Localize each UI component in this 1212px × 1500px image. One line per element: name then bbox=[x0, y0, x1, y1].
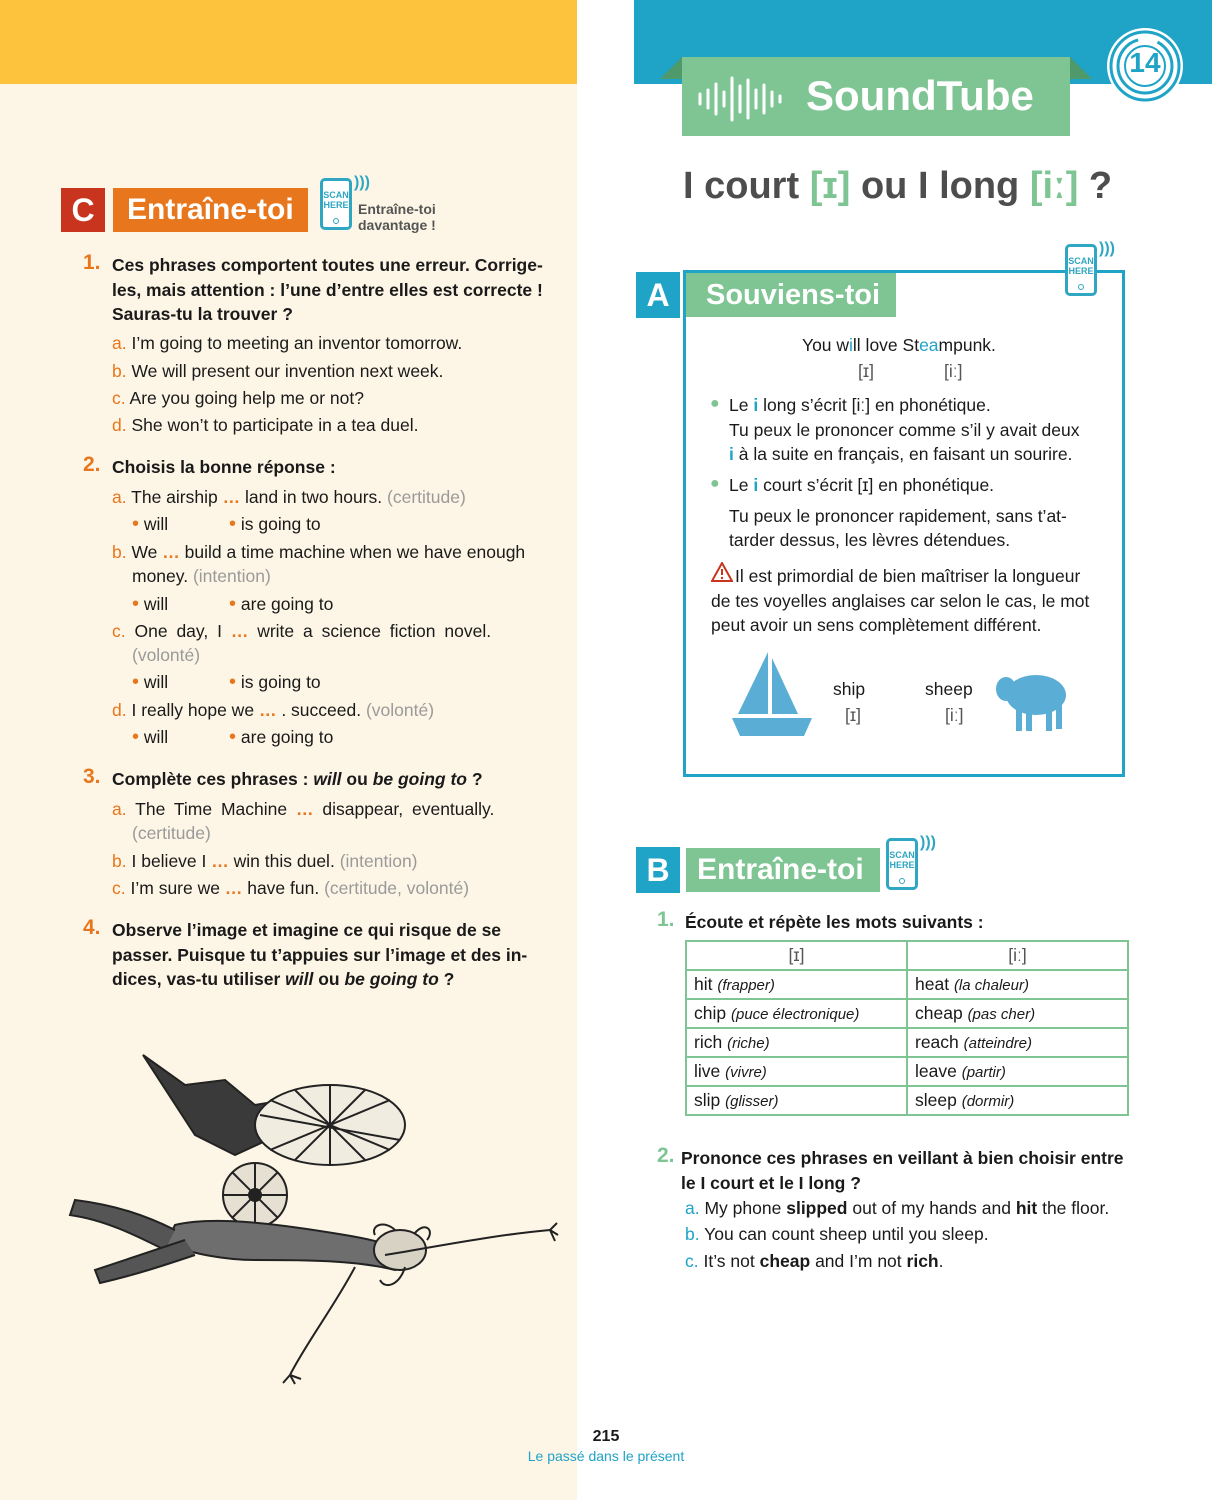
signal-waves-icon: ))) bbox=[354, 174, 370, 191]
q2b-option-1[interactable]: • will bbox=[132, 593, 169, 615]
footer-title: Le passé dans le présent bbox=[527, 1448, 685, 1464]
table-cell: sleep (dormir) bbox=[907, 1086, 1128, 1115]
question-1-text: Ces phrases comportent toutes une erreur. Corrige- les, mais attention : l’une d’entre elles est correcte ! Sauras-tu la trouver ? bbox=[112, 255, 543, 324]
question-1-number: 1. bbox=[83, 251, 101, 274]
table-cell: rich (riche) bbox=[686, 1028, 907, 1057]
example-ipa-short: [ɪ] bbox=[858, 361, 874, 381]
signal-waves-icon-a: ))) bbox=[1099, 240, 1115, 257]
section-c-letter: C bbox=[61, 188, 105, 232]
q1-item-a: a. I’m going to meeting an inventor tomorrow. bbox=[112, 333, 463, 353]
soundtube-title: SoundTube bbox=[806, 72, 1034, 119]
bullet-2-text: Le i court s’écrit [ɪ] en phonétique. Tu peux le prononcer rapidement, sans t’at- tarder dessus, les lèvres détendues. bbox=[729, 475, 1067, 550]
table-row bbox=[686, 1028, 1128, 1057]
question-3-text: Complète ces phrases : will ou be going to ? bbox=[112, 769, 483, 789]
example-ipa-long: [iː] bbox=[944, 361, 963, 381]
table-cell: slip (glisser) bbox=[686, 1086, 907, 1115]
bullet-1-text: Le i long s’écrit [iː] en phonétique. Tu peux le prononcer comme s’il y avait deux i à la suite en français, en faisant un sourire. bbox=[729, 395, 1080, 464]
q2d-option-1[interactable]: • will bbox=[132, 726, 169, 748]
top-yellow-band bbox=[0, 0, 577, 84]
banner-fold-left bbox=[660, 57, 682, 79]
q2b-option-2[interactable]: • are going to bbox=[229, 593, 334, 615]
q2-item-b-line2: money. (intention) bbox=[132, 566, 271, 586]
q2-item-a: a. The airship … land in two hours. (certitude) bbox=[112, 487, 466, 507]
q2d-option-2[interactable]: • are going to bbox=[229, 726, 334, 748]
bullet-1-marker: ● bbox=[710, 395, 720, 412]
table-row bbox=[686, 970, 1128, 999]
scan-caption: Entraîne-toi davantage ! bbox=[358, 201, 436, 233]
section-b-letter: B bbox=[636, 847, 680, 893]
table-header: [ɪ] bbox=[686, 941, 907, 970]
q1-item-b: b. We will present our invention next week. bbox=[112, 361, 444, 381]
flying-inventor-illustration bbox=[55, 1045, 560, 1385]
exercise-2-text: Prononce ces phrases en veillant à bien choisir entre le I court et le I long ? bbox=[681, 1148, 1124, 1193]
table-cell: cheap (pas cher) bbox=[907, 999, 1128, 1028]
section-b-title: Entraîne-toi bbox=[686, 848, 880, 892]
table-row bbox=[686, 1057, 1128, 1086]
chapter-number: 14 bbox=[1129, 47, 1161, 78]
q2a-option-2[interactable]: • is going to bbox=[229, 513, 321, 535]
q1-item-d: d. She won’t to participate in a tea duel. bbox=[112, 415, 419, 435]
banner-fold-right bbox=[1070, 57, 1092, 79]
warning-text: Il est primordial de bien maîtriser la longueur de tes voyelles anglaises car selon le cas, le mot peut avoir un sens complètement différent. bbox=[711, 566, 1090, 635]
question-2-number: 2. bbox=[83, 453, 101, 476]
table-cell: hit (frapper) bbox=[686, 970, 907, 999]
table-header-row bbox=[686, 941, 1128, 970]
table-header: [iː] bbox=[907, 941, 1128, 970]
q3-item-b: b. I believe I … win this duel. (intention) bbox=[112, 851, 418, 871]
question-3-number: 3. bbox=[83, 765, 101, 788]
q2c-option-2[interactable]: • is going to bbox=[229, 671, 321, 693]
table-row bbox=[686, 1086, 1128, 1115]
ship-ipa: [ɪ] bbox=[845, 705, 861, 725]
bullet-2-marker: ● bbox=[710, 475, 720, 492]
q2-item-c-hint: (volonté) bbox=[132, 645, 201, 665]
q2-item-c: c. One day, I … write a science fiction novel. bbox=[112, 621, 492, 641]
q1-item-c: c. Are you going help me or not? bbox=[112, 388, 364, 408]
table-cell: leave (partir) bbox=[907, 1057, 1128, 1086]
section-a-letter: A bbox=[636, 272, 680, 318]
table-cell: reach (atteindre) bbox=[907, 1028, 1128, 1057]
soundwave-icon bbox=[697, 76, 787, 122]
table-cell: chip (puce électronique) bbox=[686, 999, 907, 1028]
exercise-2-item-b: b. You can count sheep until you sleep. bbox=[685, 1224, 989, 1244]
question-2-text: Choisis la bonne réponse : bbox=[112, 457, 336, 477]
exercise-1-number: 1. bbox=[657, 908, 675, 931]
sheep-icon bbox=[994, 667, 1070, 733]
question-4-number: 4. bbox=[83, 916, 101, 939]
table-row bbox=[686, 999, 1128, 1028]
ship-word: ship bbox=[833, 679, 866, 699]
scan-here-icon-b[interactable]: SCAN HERE bbox=[886, 838, 918, 890]
q3-item-a-hint: (certitude) bbox=[132, 823, 211, 843]
section-c-title: Entraîne-toi bbox=[113, 188, 308, 232]
q2c-option-1[interactable]: • will bbox=[132, 671, 169, 693]
words-table bbox=[685, 940, 1129, 1116]
exercise-1-text: Écoute et répète les mots suivants : bbox=[685, 912, 984, 932]
scan-here-icon[interactable]: SCAN HERE bbox=[320, 178, 352, 230]
q3-item-a: a. The Time Machine … disappear, eventually. bbox=[112, 799, 495, 819]
ship-icon bbox=[732, 650, 812, 738]
page-title: I court [ɪ] ou I long [iː] ? bbox=[683, 165, 1113, 207]
section-a-title: Souviens-toi bbox=[686, 273, 896, 317]
question-4-text: Observe l’image et imagine ce qui risque de se passer. Puisque tu t’appuies sur l’image et des in- dices, vas-tu utiliser will ou be going to ? bbox=[112, 920, 528, 989]
q3-item-c: c. I’m sure we … have fun. (certitude, volonté) bbox=[112, 878, 470, 898]
q2-item-d: d. I really hope we … . succeed. (volonté) bbox=[112, 700, 435, 720]
exercise-2-item-c: c. It’s not cheap and I’m not rich. bbox=[685, 1251, 944, 1271]
table-cell: live (vivre) bbox=[686, 1057, 907, 1086]
signal-waves-icon-b: ))) bbox=[920, 834, 936, 851]
exercise-2-item-a: a. My phone slipped out of my hands and hit the floor. bbox=[685, 1198, 1110, 1218]
sheep-ipa: [iː] bbox=[945, 705, 964, 725]
q2-item-b: b. We … build a time machine when we have enough bbox=[112, 542, 526, 562]
example-sentence: You will love Steampunk. bbox=[802, 335, 996, 355]
page-number: 215 bbox=[592, 1428, 620, 1445]
scan-here-icon-a[interactable]: SCAN HERE bbox=[1065, 244, 1097, 296]
table-cell: heat (la chaleur) bbox=[907, 970, 1128, 999]
sheep-word: sheep bbox=[925, 679, 973, 699]
exercise-2-number: 2. bbox=[657, 1144, 675, 1167]
q2a-option-1[interactable]: • will bbox=[132, 513, 169, 535]
